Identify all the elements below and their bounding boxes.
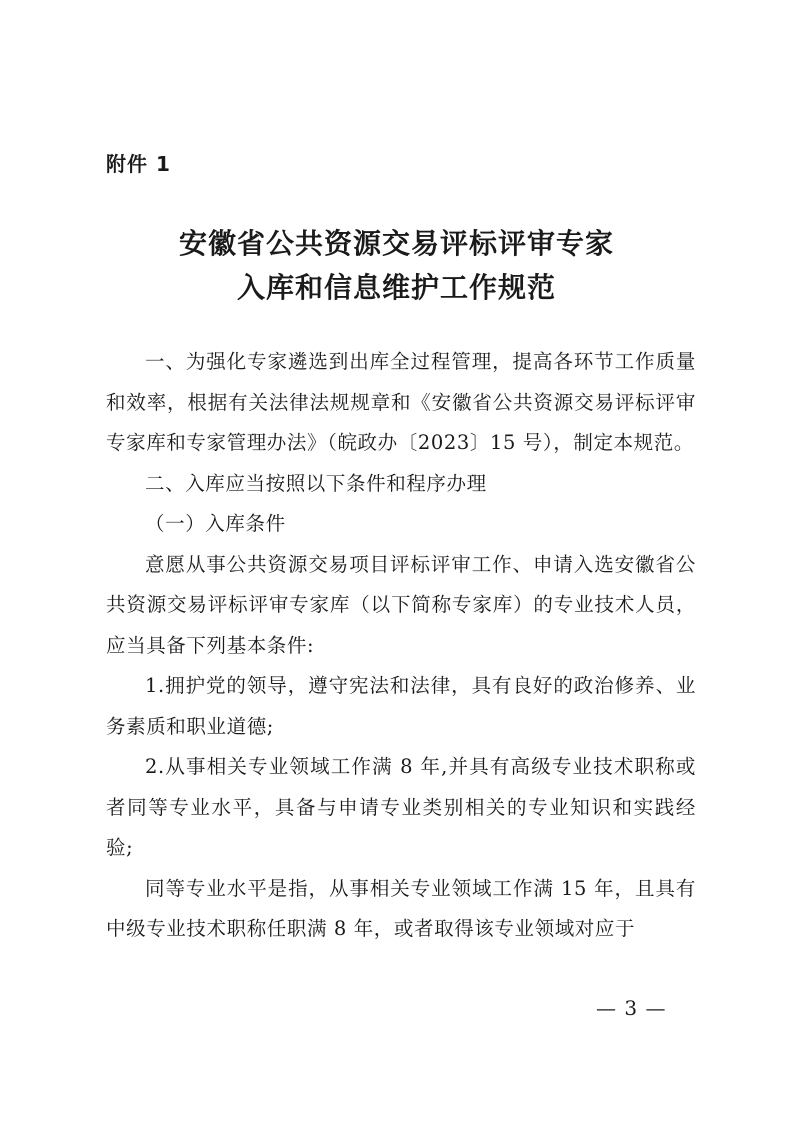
document-title-line-2: 入库和信息维护工作规范: [236, 271, 556, 304]
paragraph-equivalent-level: 同等专业水平是指，从事相关专业领域工作满 15 年，且具有中级专业技术职称任职满 8 年，或者取得该专业领域对应于: [106, 876, 696, 940]
paragraph-eligibility-intro: 意愿从事公共资源交易项目评标评审工作、申请入选安徽省公共资源交易评标评审专家库（以下简称专家库）的专业技术人员，应当具备下列基本条件:: [106, 552, 696, 657]
paragraph-section-two-heading: 二、入库应当按照以下条件和程序办理: [145, 471, 487, 495]
paragraph-purpose: 一、为强化专家遴选到出库全过程管理，提高各环节工作质量和效率，根据有关法律法规规章和《安徽省公共资源交易评标评审专家库和专家管理办法》（皖政办〔2023〕15 号），制定本规范。: [106, 350, 696, 454]
page-number: — 3 —: [596, 996, 667, 1020]
document-body: [106, 342, 696, 950]
attachment-label: 附件 1: [106, 152, 171, 176]
paragraph-condition-2: 2.从事相关专业领域工作满 8 年,并具有高级专业技术职称或者同等专业水平，具备与申请专业类别相关的专业知识和实践经验;: [106, 755, 696, 859]
document-title-line-1: 安徽省公共资源交易评标评审专家: [178, 227, 614, 260]
paragraph-condition-1: 1.拥护党的领导，遵守宪法和法律，具有良好的政治修养、业务素质和职业道德;: [106, 674, 696, 738]
paragraph-subsection-heading: （一）入库条件: [145, 512, 286, 535]
